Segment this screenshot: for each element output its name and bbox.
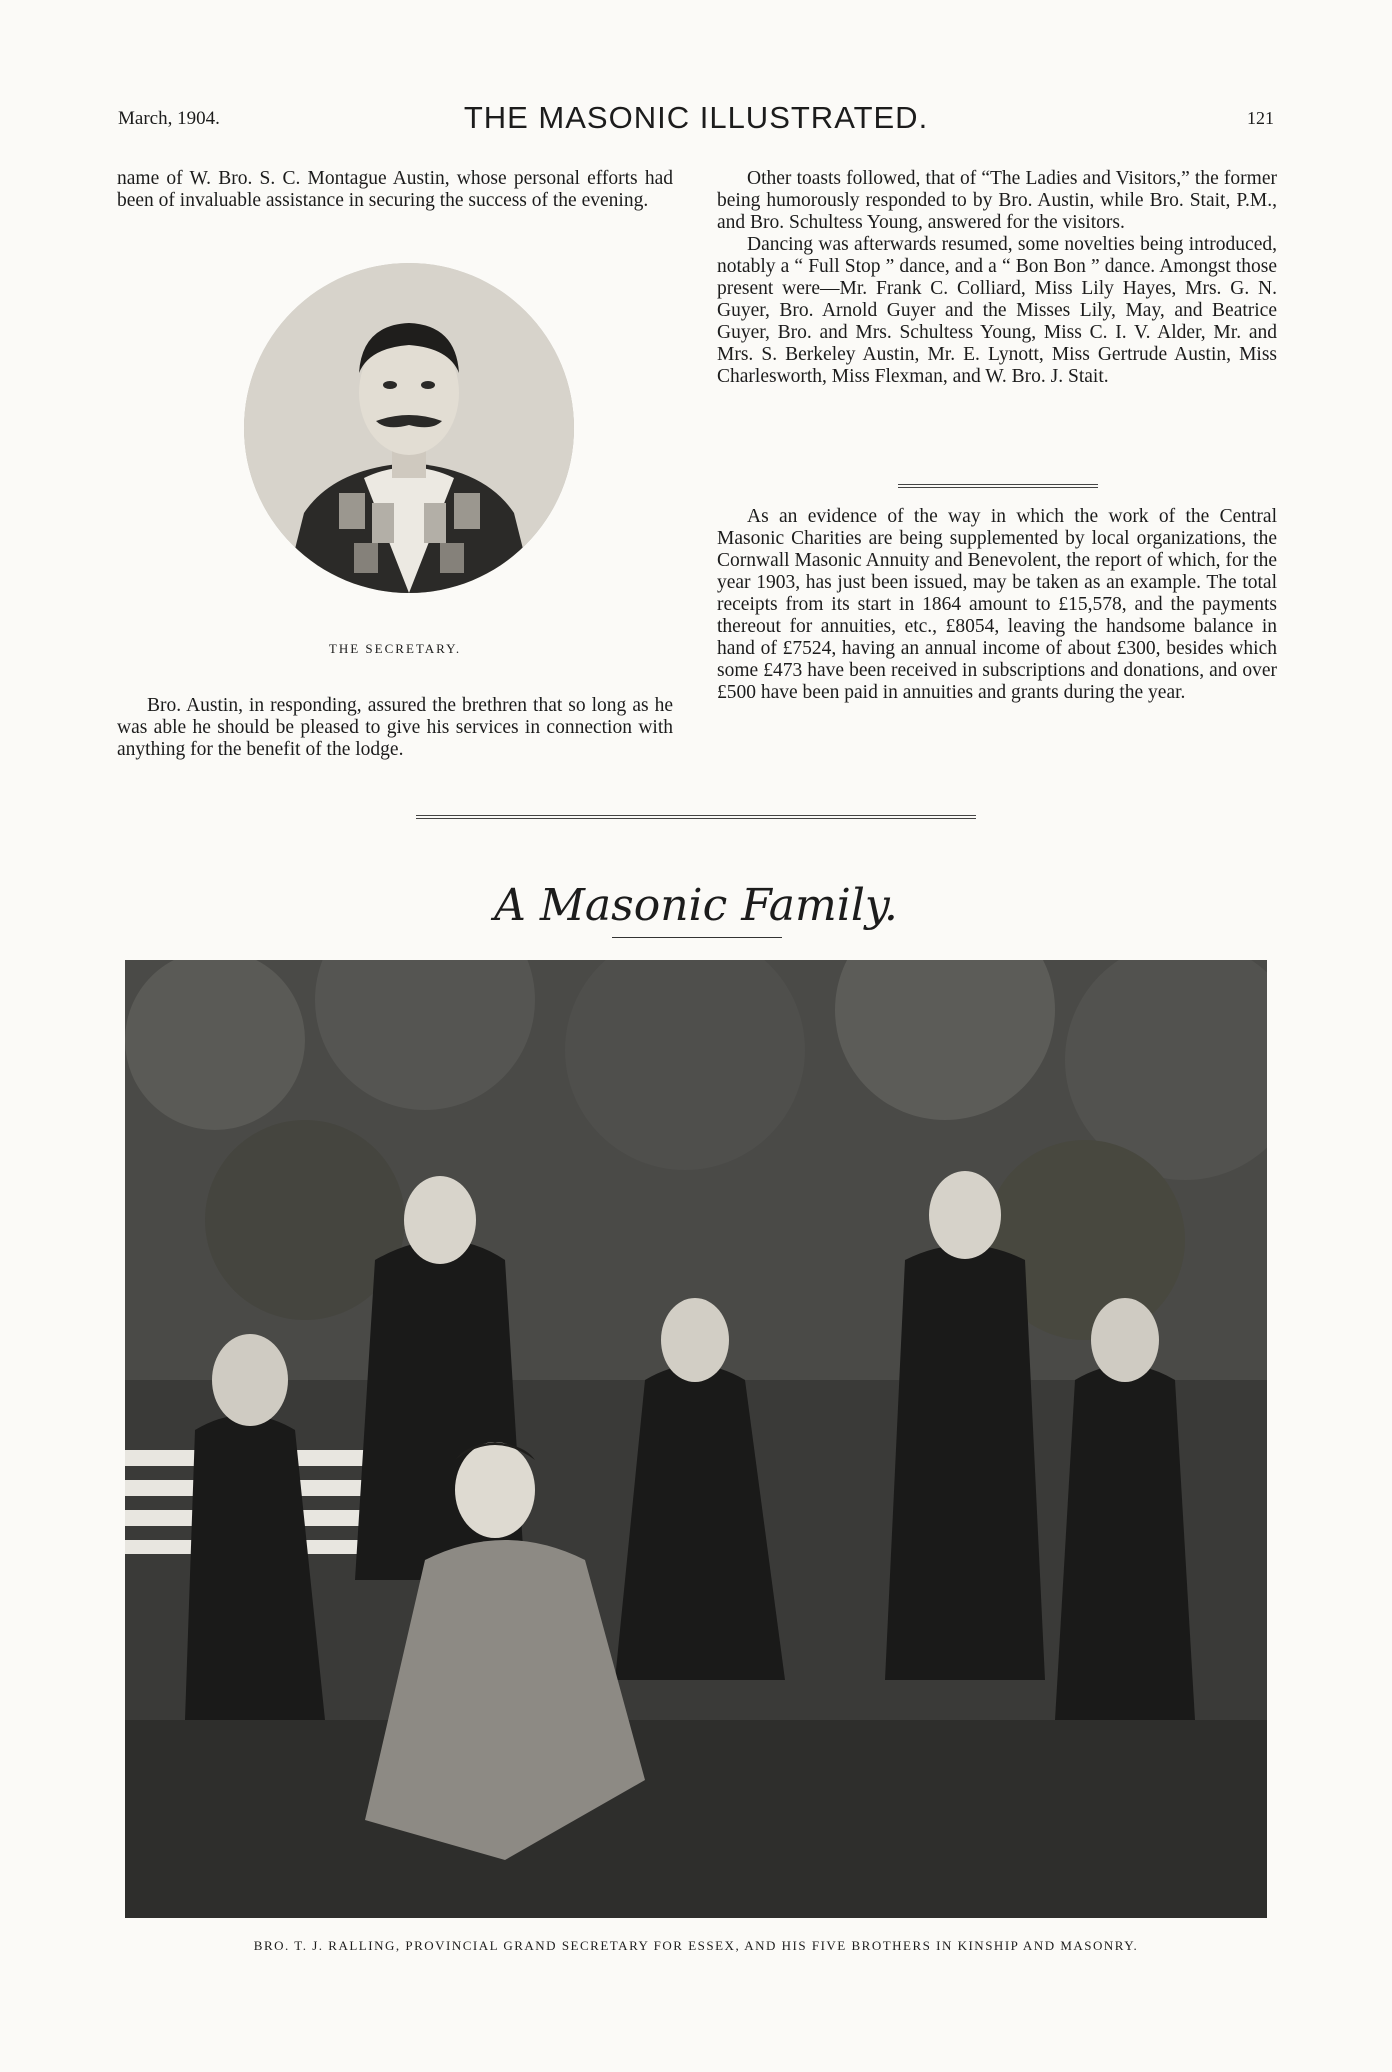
feature-title: A Masonic Family.: [494, 880, 898, 931]
page-number: 121: [1247, 108, 1274, 128]
left-column: [117, 168, 673, 212]
feature-title-underline: [612, 937, 782, 938]
page-header: [118, 100, 1274, 140]
right-paragraph-toasts: Other toasts followed, that of “The Ladies and Visitors,” the former being humorously responded to by Bro. Austin, while Bro. Stait, P.M., and Bro. Schultess Young, answered for the visitors.: [717, 168, 1277, 233]
issue-date: March, 1904.: [118, 108, 220, 129]
family-group-photo: [125, 960, 1267, 1918]
section-divider-right: [898, 484, 1098, 488]
group-photo-illustration: [125, 960, 1267, 1918]
secretary-portrait: [244, 263, 574, 593]
right-column: [717, 168, 1277, 388]
right-column-charities: [717, 506, 1277, 704]
left-column-bottom: [117, 695, 673, 761]
portrait-illustration: [244, 263, 574, 593]
masthead-title: THE MASONIC ILLUSTRATED.: [463, 100, 929, 135]
left-paragraph-bottom: Bro. Austin, in responding, assured the brethren that so long as he was able he should be pleased to give his services in connection with anything for the benefit of the lodge.: [117, 695, 673, 760]
photo-caption: BRO. T. J. RALLING, PROVINCIAL GRAND SECRETARY FOR ESSEX, AND HIS FIVE BROTHERS IN KINSHIP AND MASONRY.: [253, 1938, 1139, 1953]
right-paragraph-charities: As an evidence of the way in which the work of the Central Masonic Charities are being supplemented by local organizations, the Cornwall Masonic Annuity and Benevolent, the report of which, for the year 1903, has just been issued, may be taken as an example. The total receipts from its start in 1864 amount to £15,578, and the payments thereout for annuities, etc., £8054, leaving the handsome balance in hand of £7524, having an annual income of about £300, besides which some £473 have been received in subscriptions and donations, and over £500 have been paid in annuities and grants during the year.: [717, 506, 1277, 703]
right-paragraph-dancing: Dancing was afterwards resumed, some novelties being introduced, notably a “ Full Stop ” dance, and a “ Bon Bon ” dance. Amongst those present were—Mr. Frank C. Colliard, Miss Lily Hayes, Mrs. G. N. Guyer, Bro. Arnold Guyer and the Misses Lily, May, and Beatrice Guyer, Bro. and Mrs. Schultess Young, Miss C. I. V. Alder, Mr. and Mrs. S. Berkeley Austin, Mr. E. Lynott, Miss Gertrude Austin, Miss Charlesworth, Miss Flexman, and W. Bro. J. Stait.: [717, 234, 1277, 387]
left-paragraph-top: name of W. Bro. S. C. Montague Austin, whose personal efforts had been of invaluable assistance in securing the success of the evening.: [117, 168, 673, 211]
portrait-caption: THE SECRETARY.: [328, 641, 462, 656]
feature-divider: [416, 815, 976, 819]
